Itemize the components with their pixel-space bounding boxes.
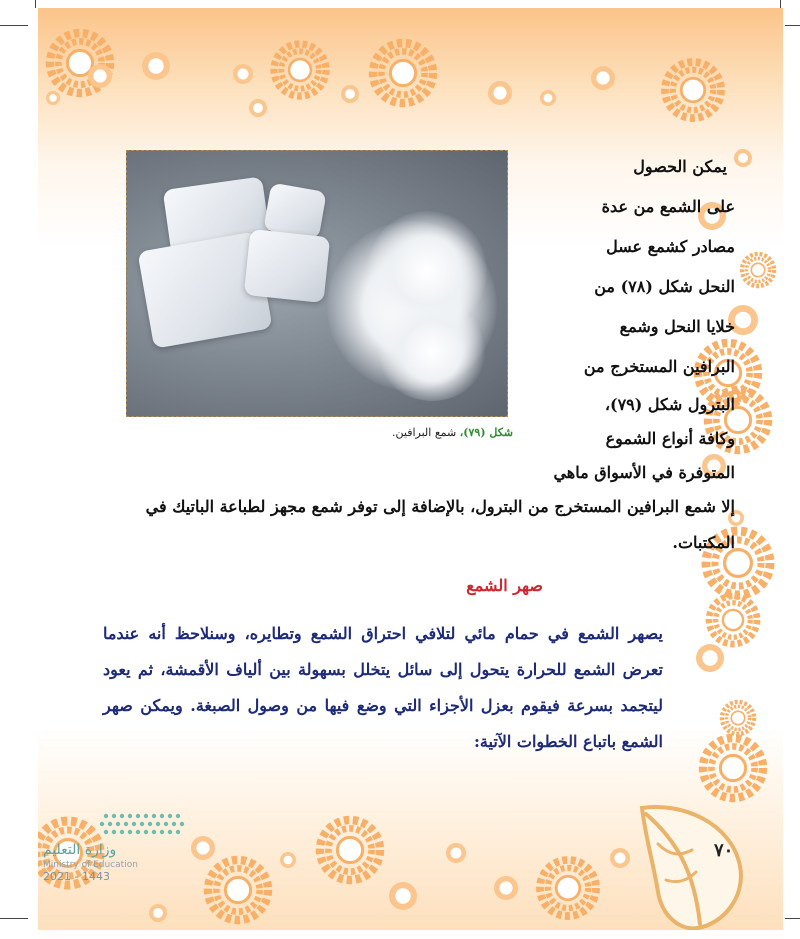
sun-flower-icon (274, 44, 326, 96)
intro-line: النحل شكل (٧٨) من (594, 277, 735, 296)
intro-line: البرافين المستخرج من (583, 357, 735, 376)
paraffin-wax-photo (126, 150, 508, 417)
ministry-dots-icon (98, 810, 188, 840)
sun-flower-icon (709, 596, 757, 644)
sun-flower-icon (703, 738, 763, 798)
crop-mark-top-left (35, 0, 36, 8)
wax-flakes (377, 301, 487, 401)
crop-mark-bottom-left (0, 918, 28, 919)
intro-line: وكافة أنواع الشموع (605, 429, 735, 448)
sun-flower-icon (373, 43, 433, 103)
intro-line: على الشمع من عدة (601, 197, 735, 216)
full-line: إلا شمع البرافين المستخرج من البترول، بالإضافة إلى توفر شمع مجهز لطباعة الباتيك في (145, 497, 735, 516)
wax-block (244, 229, 330, 303)
intro-line: خلايا النحل وشمع (619, 317, 735, 336)
ministry-name-arabic: وزارة التعليم (43, 842, 117, 858)
intro-line: يمكن الحصول (633, 157, 727, 176)
sun-flower-icon (540, 860, 596, 916)
section-heading: صهر الشمع (466, 576, 543, 595)
section-paragraph: يصهر الشمع في حمام مائي لتلافي احتراق الشمع وتطايره، وسنلاحظ أنه عندما تعرض الشمع للحرارة يتحول إلى سائل يتخلل بسهولة بين ألياف الأقمشة، ثم يعود ليتجمد بسرعة فيقوم بعزل الأجزاء التي وضع فيها من وصول الصبغة. ويمكن صهر الشمع باتباع الخطوات الآتية: (103, 624, 663, 751)
intro-line: المتوفرة في الأسواق ماهي (553, 463, 735, 482)
crop-mark-left (0, 25, 28, 26)
book-page (38, 8, 783, 930)
intro-line: مصادر كشمع عسل (606, 237, 735, 256)
sun-flower-icon (722, 702, 754, 734)
sun-flower-icon (208, 860, 268, 920)
crop-mark-bottom-right (785, 918, 800, 919)
sun-flower-icon (742, 254, 774, 286)
page-number: ٧٠ (714, 840, 734, 861)
intro-line: البترول شكل (٧٩)، (604, 395, 735, 414)
sun-flower-icon (320, 820, 380, 880)
figure-label: شكل (٧٩)، (459, 426, 513, 439)
crop-mark-right (785, 25, 800, 26)
figure-text: شمع البرافين. (392, 426, 457, 439)
leaf-icon (636, 800, 746, 930)
sun-flower-icon (665, 62, 721, 118)
full-line: المكتبات. (672, 533, 735, 552)
figure-caption (233, 426, 513, 439)
ministry-year: 2021 - 1443 (43, 870, 110, 883)
ministry-name-english: Ministry of Education (43, 860, 138, 870)
